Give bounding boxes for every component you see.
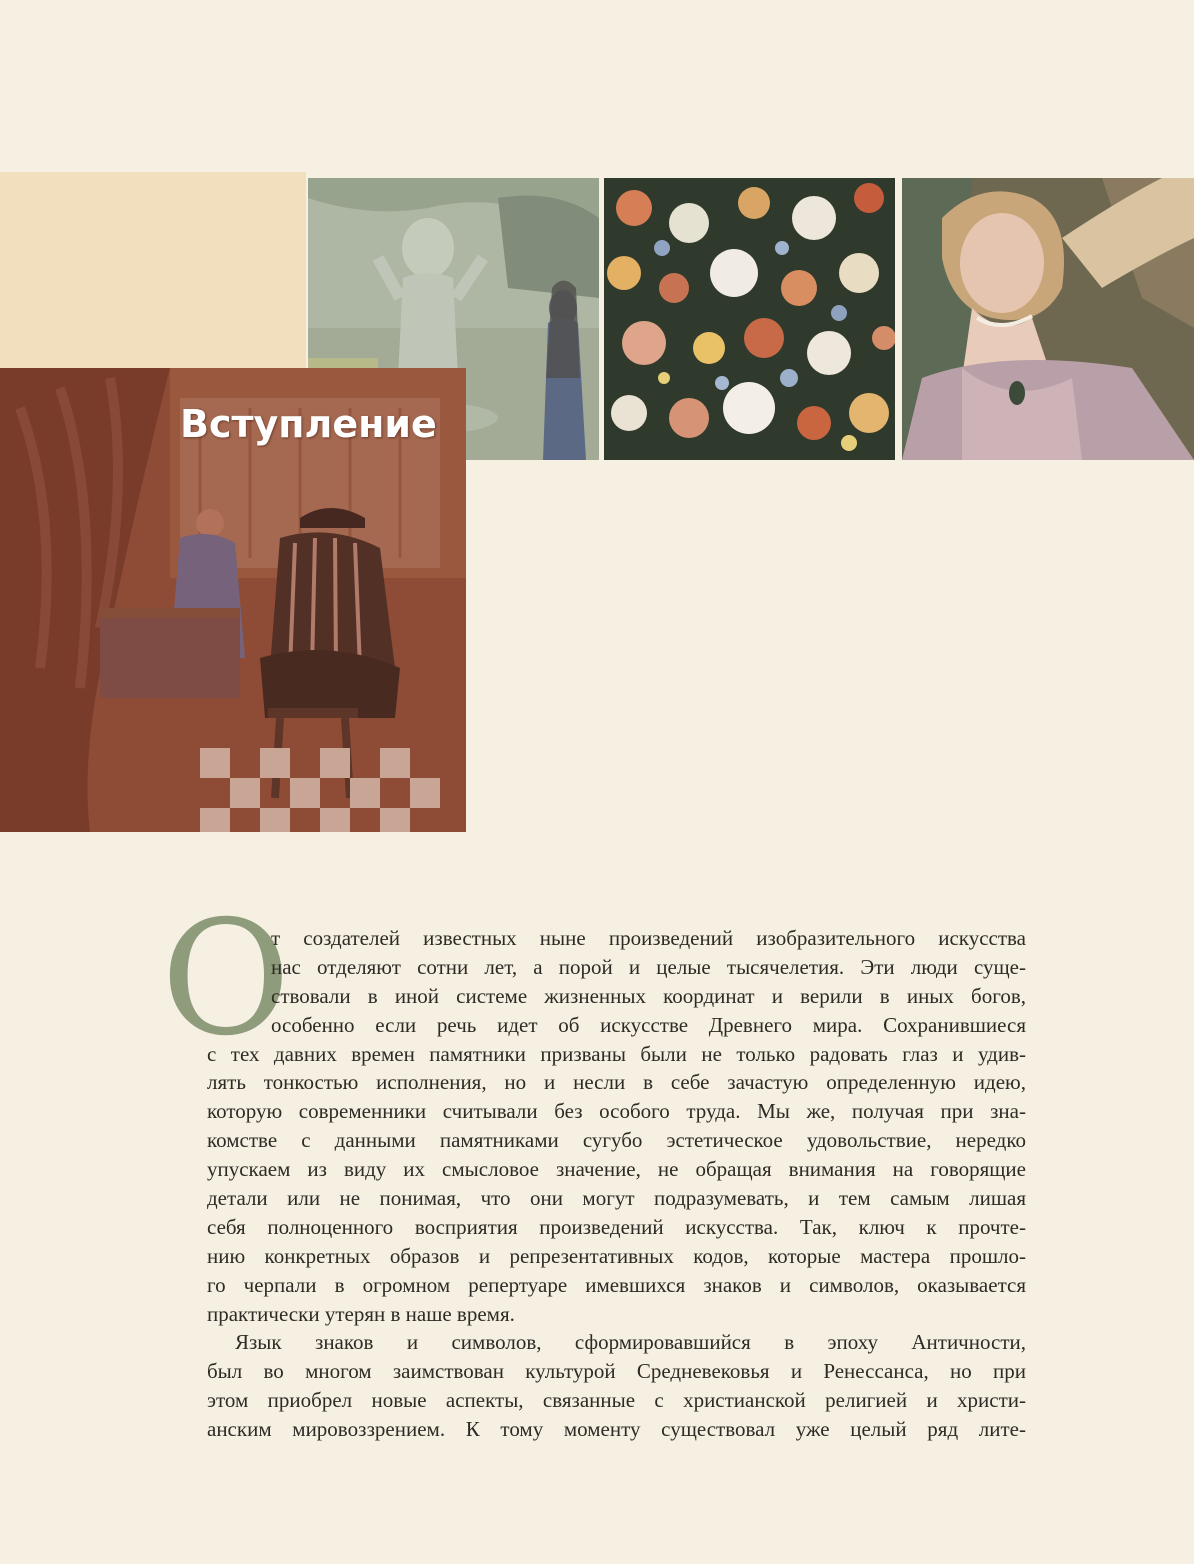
text-line: детали или не понимая, что они могут подразумевать, и тем самым лишая [207,1186,1026,1211]
text-line: нас отделяют сотни лет, а порой и целые тысячелетия. Эти люди суще- [271,954,1026,979]
text-line: лять тонкостью исполнения, но и несли в себе зачастую определенную идею, [207,1070,1026,1095]
text-line: анским мировоззрением. К тому моменту существовал уже целый ряд лите- [207,1417,1026,1442]
text-line: го черпали в огромном репертуаре имевшихся знаков и символов, оказывается [207,1272,1026,1297]
text-line: комстве с данными памятниками сугубо эстетическое удовольствие, нередко [207,1128,1026,1153]
text-line: с тех давних времен памятники призваны были не только радовать глаз и удив- [207,1041,1026,1066]
renaissance-woman-painting [902,178,1194,460]
text-line: этом приобрел новые аспекты, связанные с христианской религией и христи- [207,1388,1026,1413]
text-line: упускаем из виду их смысловое значение, не обращая внимания на говорящие [207,1157,1026,1182]
flower-still-life-painting [604,178,895,460]
body-text [207,924,1026,1444]
header-beige-block [0,172,306,368]
text-line: ствовали в иной системе жизненных координат и верили в иных богов, [271,983,1026,1008]
text-line: практически утерян в наше время. [207,1301,515,1326]
drop-cap: О [161,887,291,1071]
text-line: которую современники считывали без особого труда. Мы же, получая при зна- [207,1099,1026,1124]
text-line: особенно если речь идет об искусстве Древнего мира. Сохранившиеся [271,1012,1026,1037]
text-line: т создателей известных ныне произведений изобразительного искусства [271,926,1026,950]
text-line: был во многом заимствован культурой Средневековья и Ренессанса, но при [207,1359,1026,1384]
section-title: Вступление [180,402,437,446]
text-line: Язык знаков и символов, сформировавшийся в эпоху Античности, [235,1330,1026,1355]
text-line: себя полноценного восприятия произведений искусства. Так, ключ к прочте- [207,1214,1026,1239]
text-line: нию конкретных образов и репрезентативных кодов, которые мастера прошло- [207,1243,1026,1268]
